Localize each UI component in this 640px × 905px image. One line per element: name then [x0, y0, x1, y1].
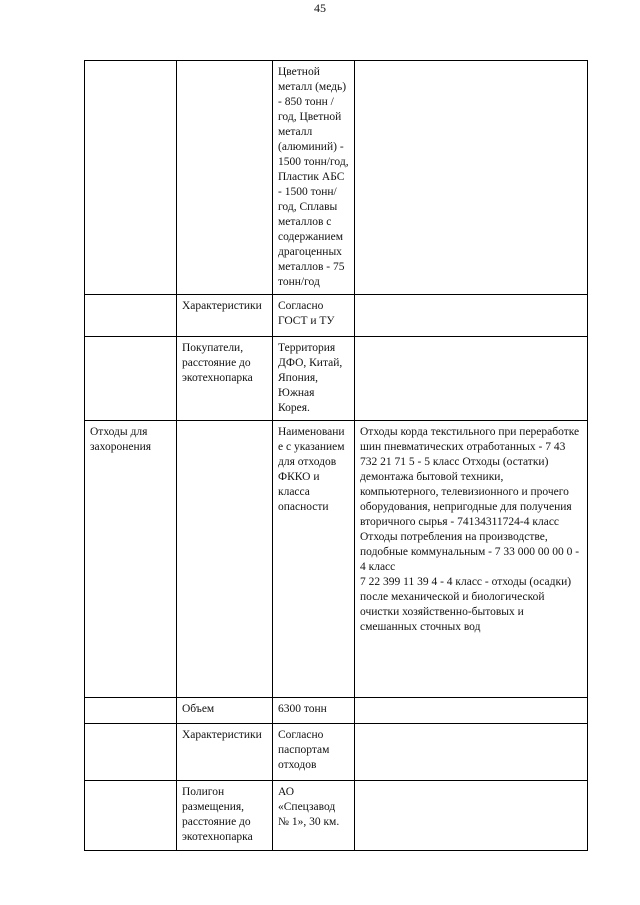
- table-cell: [85, 61, 177, 295]
- table-row: [85, 421, 588, 698]
- table-cell: Полигон размещения, расстояние до экотехнопарка: [177, 781, 273, 851]
- table-cell: Согласно ГОСТ и ТУ: [273, 295, 355, 337]
- table-row: [85, 781, 588, 851]
- table-cell: Объем: [177, 698, 273, 724]
- table-cell: [355, 61, 588, 295]
- table-row: [85, 337, 588, 421]
- document-table: [84, 60, 588, 851]
- table-cell: 6300 тонн: [273, 698, 355, 724]
- table-cell: [85, 698, 177, 724]
- table-row: [85, 295, 588, 337]
- table-cell: АО «Спецзавод № 1», 30 км.: [273, 781, 355, 851]
- table-cell: [85, 337, 177, 421]
- table-cell: [177, 421, 273, 698]
- table-cell: Покупатели, расстояние до экотехнопарка: [177, 337, 273, 421]
- table-row: [85, 724, 588, 781]
- page-number: 45: [314, 1, 326, 15]
- table-cell: Цветной металл (медь) - 850 тонн / год, Цветной металл (алюминий) - 1500 тонн/год, Пластик АБС - 1500 тонн/год, Сплавы металлов с содержанием драгоценных металлов - 75 тонн/год: [273, 61, 355, 295]
- table-cell: Характеристики: [177, 295, 273, 337]
- table-cell: Характеристики: [177, 724, 273, 781]
- table-row: [85, 61, 588, 295]
- table-cell: [85, 781, 177, 851]
- table-cell: [355, 724, 588, 781]
- table-cell: Территория ДФО, Китай, Япония, Южная Корея.: [273, 337, 355, 421]
- table-cell: [355, 698, 588, 724]
- table-cell: Отходы корда текстильного при переработке шин пневматических отработанных - 7 43 732 21 71 5 - 5 класс Отходы (остатки) демонтажа бытовой техники, компьютерного, телевизионного и прочего оборудования, непригодные для получения вторичного сырья - 74134311724-4 класс Отходы потребления на производстве, подобные коммунальным - 7 33 000 00 00 0 - 4 класс 7 22 399 11 39 4 - 4 класс - отходы (осадки) после механической и биологической очистки хозяйственно-бытовых и смешанных сточных вод: [355, 421, 588, 698]
- table-cell: [355, 337, 588, 421]
- table-cell: [177, 61, 273, 295]
- table-cell: [85, 724, 177, 781]
- table-cell: [355, 781, 588, 851]
- table-cell: [85, 295, 177, 337]
- table-cell: [355, 295, 588, 337]
- table-cell: Отходы для захоронения: [85, 421, 177, 698]
- table-row: [85, 698, 588, 724]
- table-cell: Согласно паспортам отходов: [273, 724, 355, 781]
- table-cell: Наименование с указанием для отходов ФККО и класса опасности: [273, 421, 355, 698]
